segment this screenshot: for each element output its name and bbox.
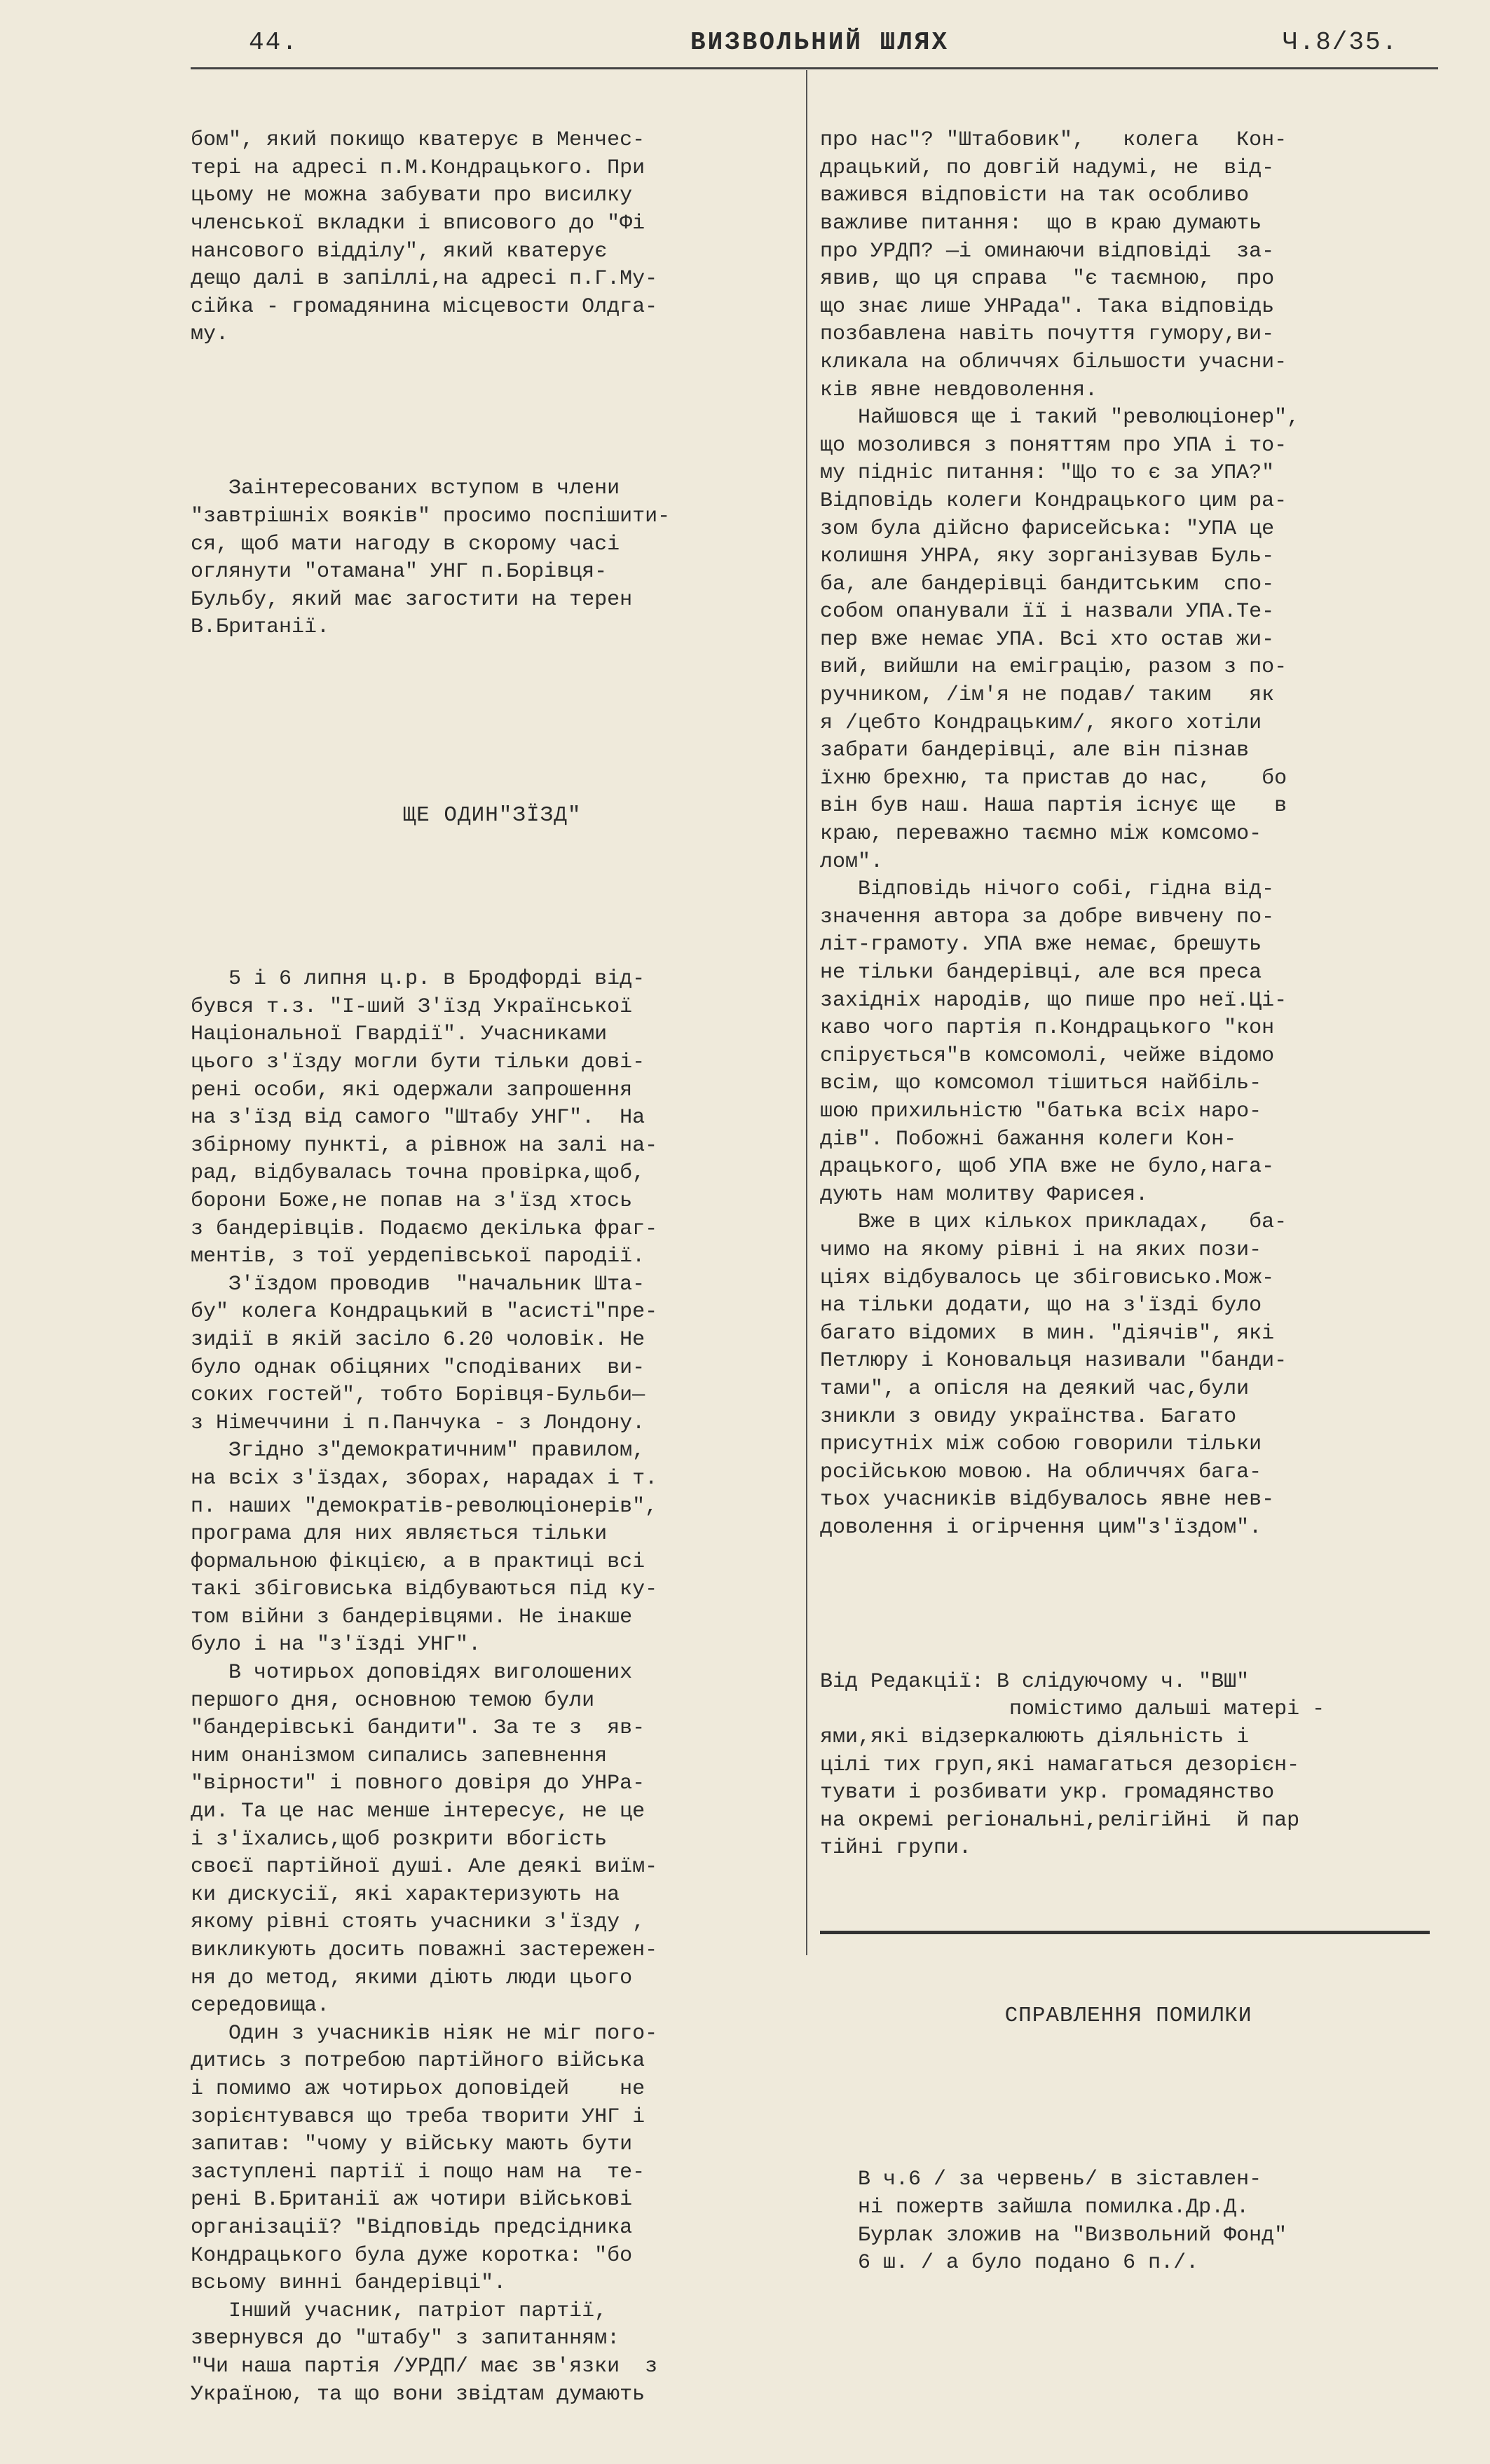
- issue-number: Ч.8/35.: [1283, 28, 1399, 57]
- text-line: бу" колега Кондрацький в "асисті"пре-: [191, 1300, 658, 1325]
- text-line: Вже в цих кількох прикладах, ба-: [820, 1210, 1287, 1235]
- text-line: оглянути "отамана" УНГ п.Борівця-: [191, 560, 608, 584]
- text-line: Від Редакції: В слідуючому ч. "ВШ": [820, 1669, 1250, 1694]
- text-line: дують нам молитву Фарисея.: [820, 1182, 1149, 1207]
- text-line: В ч.6 / за червень/ в зіставлен-: [820, 2168, 1262, 2192]
- text-line: цілі тих груп,які намагаться дезорієн-: [820, 1753, 1300, 1777]
- text-line: Кондрацького була дуже коротка: "бо: [191, 2243, 633, 2268]
- text-line: всьому винні бандерівці".: [191, 2271, 507, 2296]
- text-line: першого дня, основною темою були: [191, 1688, 595, 1713]
- text-line: вий, вийшли на еміграцію, разом з по-: [820, 655, 1287, 680]
- text-line: на тільки додати, що на з'їзді було: [820, 1294, 1262, 1318]
- text-line: своєї партійної душі. Але деякі виїм-: [191, 1855, 658, 1880]
- text-line: було однак обіцяних "сподіваних ви-: [191, 1355, 645, 1380]
- text-line: збірному пункті, а рівнож на залі на-: [191, 1133, 658, 1158]
- text-line: Національної Гвардії". Учасниками: [191, 1022, 608, 1047]
- text-line: тувати і розбивати укр. громадянство: [820, 1781, 1275, 1805]
- text-line: присутніх між собою говорили тільки: [820, 1432, 1262, 1457]
- text-line: на з'їзд від самого "Штабу УНГ". На: [191, 1106, 645, 1130]
- text-line: ним онанізмом сипались запевнення: [191, 1744, 608, 1768]
- text-line: п. наших "демократів-революціонерів",: [191, 1494, 658, 1519]
- text-line: зорієнтувався що треба творити УНГ і: [191, 2104, 645, 2129]
- text-line: ди. Та це нас менше інтересує, не це: [191, 1800, 645, 1824]
- text-line: рені В.Британії аж чотири військові: [191, 2188, 633, 2212]
- text-line: Бульбу, який має загостити на терен: [191, 587, 633, 612]
- enlistment-paragraph: [191, 475, 793, 642]
- text-line: драцького, щоб УПА вже не було,нага-: [820, 1155, 1275, 1179]
- text-line: зникли з овиду українства. Багато: [820, 1404, 1237, 1429]
- text-line: ків явне невдоволення.: [820, 378, 1098, 402]
- text-line: шою прихильністю "батька всіх наро-: [820, 1099, 1262, 1123]
- text-line: рад, відбувалась точна провірка,щоб,: [191, 1161, 645, 1186]
- text-line: доволення і огірчення цим"з'їздом".: [820, 1515, 1262, 1540]
- text-line: бувся т.з. "І-ший З'їзд Української: [191, 994, 633, 1019]
- text-line: "вірности" і повного довіря до УНРа-: [191, 1772, 645, 1796]
- text-line: якому рівні стоять учасники з'їзду ,: [191, 1910, 645, 1935]
- text-line: бом", який покищо кватерує в Менчес-: [191, 128, 645, 153]
- text-line: Відповідь нічого собі, гідна від-: [820, 877, 1275, 902]
- text-line: членської вкладки і вписового до "Фі: [191, 211, 645, 235]
- text-line: про УРДП? —і оминаючи відповіді за-: [820, 239, 1275, 263]
- text-line: Бурлак зложив на "Визвольний Фонд": [820, 2223, 1287, 2247]
- text-line: Один з учасників ніяк не міг пого-: [191, 2021, 658, 2046]
- text-line: тері на адресі п.М.Кондрацького. При: [191, 156, 645, 180]
- text-line: не тільки бандерівці, але вся преса: [820, 961, 1262, 985]
- text-line: я /цебто Кондрацьким/, якого хотіли: [820, 711, 1262, 735]
- section-rule: [820, 1931, 1430, 1934]
- text-line: такі збіговиська відбуваються під ку-: [191, 1577, 658, 1602]
- text-line: що знає лише УНРада". Така відповідь: [820, 294, 1275, 319]
- text-line: ями,які відзеркалюють діяльність і: [820, 1725, 1250, 1750]
- text-line: кликала на обличчях більшости учасни-: [820, 350, 1287, 374]
- text-line: тьох учасників відбувалось явне нев-: [820, 1488, 1275, 1512]
- text-line: багато відомих в мин. "діячів", які: [820, 1321, 1275, 1346]
- text-line: західніх народів, що пише про неї.Ці-: [820, 988, 1287, 1013]
- text-line: спірується"в комсомолі, чейже відомо: [820, 1043, 1275, 1068]
- text-line: всім, що комсомол тішиться найбіль-: [820, 1072, 1262, 1096]
- text-line: "Чи наша партія /УРДП/ має зв'язки з: [191, 2354, 658, 2379]
- text-line: "бандерівські бандити". За те з яв-: [191, 1716, 645, 1741]
- text-line: нансового відділу", який кватерує: [191, 239, 608, 263]
- text-line: сійка - громадянина місцевости Олдга-: [191, 294, 658, 319]
- intro-paragraph: [191, 127, 793, 349]
- text-line: середовища.: [191, 1994, 330, 2018]
- text-line: Заінтересованих вступом в члени: [191, 477, 620, 501]
- text-line: російською мовою. На обличчях бага-: [820, 1460, 1262, 1484]
- column-divider: [806, 70, 807, 1955]
- text-line: ба, але бандерівці бандитським спо-: [820, 572, 1275, 596]
- text-line: про нас"? "Штабовик", колега Кон-: [820, 128, 1287, 153]
- text-line: каво чого партія п.Кондрацького "кон: [820, 1016, 1275, 1041]
- text-line: му підніс питання: "Що то є за УПА?": [820, 461, 1275, 486]
- text-line: Найшовся ще і такий "революціонер",: [820, 406, 1300, 430]
- text-line: рені особи, які одержали запрошення: [191, 1078, 633, 1102]
- text-line: помістимо дальші матері -: [820, 1697, 1325, 1722]
- text-line: з Німеччини і п.Панчука - з Лондону.: [191, 1411, 645, 1435]
- text-line: ручником, /ім'я не подав/ таким як: [820, 683, 1275, 708]
- article-heading: ЩЕ ОДИН"ЗЇЗД": [402, 803, 582, 828]
- text-line: що мозолився з поняттям про УПА і то-: [820, 433, 1287, 458]
- text-line: звернувся до "штабу" з запитанням:: [191, 2327, 620, 2351]
- text-line: колишня УНРА, яку зорганізував Буль-: [820, 545, 1275, 569]
- text-line: цього з'їзду могли бути тільки дові-: [191, 1050, 645, 1074]
- text-line: ся, щоб мати нагоду в скорому часі: [191, 532, 620, 556]
- article-continuation: [820, 127, 1437, 1542]
- text-line: явив, що ця справа "є таємною, про: [820, 267, 1275, 292]
- correction-body: [820, 2166, 1437, 2277]
- text-line: му.: [191, 322, 229, 347]
- text-line: запитав: "чому у війську мають бути: [191, 2133, 633, 2157]
- text-line: борони Боже,не попав на з'їзд хтось: [191, 1189, 633, 1213]
- header-rule: [191, 67, 1438, 69]
- text-line: програма для них являється тільки: [191, 1522, 608, 1547]
- text-line: заступлені партії і пощо нам на те-: [191, 2160, 645, 2184]
- text-line: ментів, з тої уердепівської пародії.: [191, 1245, 645, 1269]
- text-line: викликують досить поважні застережен-: [191, 1938, 658, 1962]
- text-line: він був наш. Наша партія існує ще в: [820, 794, 1287, 819]
- text-line: краю, переважно таємно між комсомо-: [820, 822, 1262, 847]
- text-line: пер вже немає УПА. Всі хто остав жи-: [820, 627, 1275, 652]
- text-line: ки дискусії, які характеризують на: [191, 1882, 620, 1907]
- text-line: на всіх з'їздах, зборах, нарадах і т.: [191, 1466, 658, 1491]
- text-line: ня до метод, якими діють люди цього: [191, 1966, 633, 1990]
- text-line: тами", а опісля на деякий час,були: [820, 1376, 1250, 1401]
- text-line: чимо на якому рівні і на яких пози-: [820, 1238, 1262, 1262]
- text-line: літ-грамоту. УПА вже немає, брешуть: [820, 933, 1262, 957]
- text-line: формальною фікцією, а в практиці всі: [191, 1549, 645, 1574]
- text-line: зом була дійсно фарисейська: "УПА це: [820, 516, 1275, 541]
- text-line: і помимо аж чотирьох доповідей не: [191, 2076, 645, 2101]
- text-line: дитись з потребою партійного війська: [191, 2049, 645, 2074]
- text-line: том війни з бандерівцями. Не інакше: [191, 1605, 633, 1629]
- text-line: Інший учасник, патріот партії,: [191, 2299, 608, 2323]
- text-line: забрати бандерівці, але він пізнав: [820, 739, 1250, 763]
- page-number: 44.: [249, 28, 299, 57]
- text-line: З'їздом проводив "начальник Шта-: [191, 1272, 645, 1296]
- text-line: на окремі регіональні,релігійні й пар: [820, 1808, 1300, 1833]
- text-line: дів". Побожні бажання колеги Кон-: [820, 1127, 1237, 1151]
- text-line: тійні групи.: [820, 1836, 972, 1861]
- article-body: [191, 966, 793, 2409]
- left-column: [191, 71, 793, 2464]
- text-line: значення автора за добре вивчену по-: [820, 905, 1275, 929]
- text-line: їхню брехню, та пристав до нас, бо: [820, 766, 1287, 790]
- text-line: собом опанували її і назвали УПА.Те-: [820, 600, 1275, 624]
- publication-title: ВИЗВОЛЬНИЙ ШЛЯХ: [690, 28, 950, 57]
- text-line: Україною, та що вони звідтам думають: [191, 2382, 645, 2407]
- text-line: В чотирьох доповідях виголошених: [191, 1661, 633, 1685]
- text-line: організації? "Відповідь предсідника: [191, 2215, 633, 2240]
- editorial-note: [820, 1669, 1437, 1863]
- text-line: з бандерівців. Подаємо декілька фраг-: [191, 1217, 658, 1241]
- text-line: важливе питання: що в краю думають: [820, 211, 1262, 235]
- text-line: цьому не можна забувати про висилку: [191, 184, 633, 208]
- correction-heading: СПРАВЛЕННЯ ПОМИЛКИ: [1004, 2004, 1252, 2029]
- text-line: Відповідь колеги Кондрацького цим ра-: [820, 488, 1287, 513]
- right-column: [820, 71, 1437, 2333]
- text-line: позбавлена навіть почуття гумору,ви-: [820, 322, 1275, 347]
- text-line: важився відповісти на так особливо: [820, 184, 1250, 208]
- text-line: було і на "з'їзді УНГ".: [191, 1633, 481, 1657]
- text-line: 6 ш. / а було подано 6 п./.: [820, 2251, 1199, 2275]
- text-line: Згідно з"демократичним" правилом,: [191, 1439, 645, 1463]
- text-line: Петлюру і Коновальця називали "банди-: [820, 1349, 1287, 1374]
- text-line: лом".: [820, 849, 884, 874]
- text-line: В.Британії.: [191, 615, 330, 640]
- text-line: і з'їхались,щоб розкрити вбогість: [191, 1827, 608, 1852]
- text-line: соких гостей", тобто Борівця-Бульби—: [191, 1383, 645, 1408]
- text-line: ціях відбувалось це збіговисько.Мож-: [820, 1266, 1275, 1290]
- text-line: ні пожертв зайшла помилка.Др.Д.: [820, 2195, 1250, 2219]
- text-line: "завтрішніх вояків" просимо поспішити-: [191, 504, 671, 528]
- text-line: драцький, по довгій надумі, не від-: [820, 156, 1275, 180]
- text-line: зидії в якій засіло 6.20 чоловік. Не: [191, 1327, 645, 1352]
- text-line: дещо далі в запіллі,на адресі п.Г.Му-: [191, 267, 658, 292]
- text-line: 5 і 6 липня ц.р. в Бродфорді від-: [191, 967, 645, 992]
